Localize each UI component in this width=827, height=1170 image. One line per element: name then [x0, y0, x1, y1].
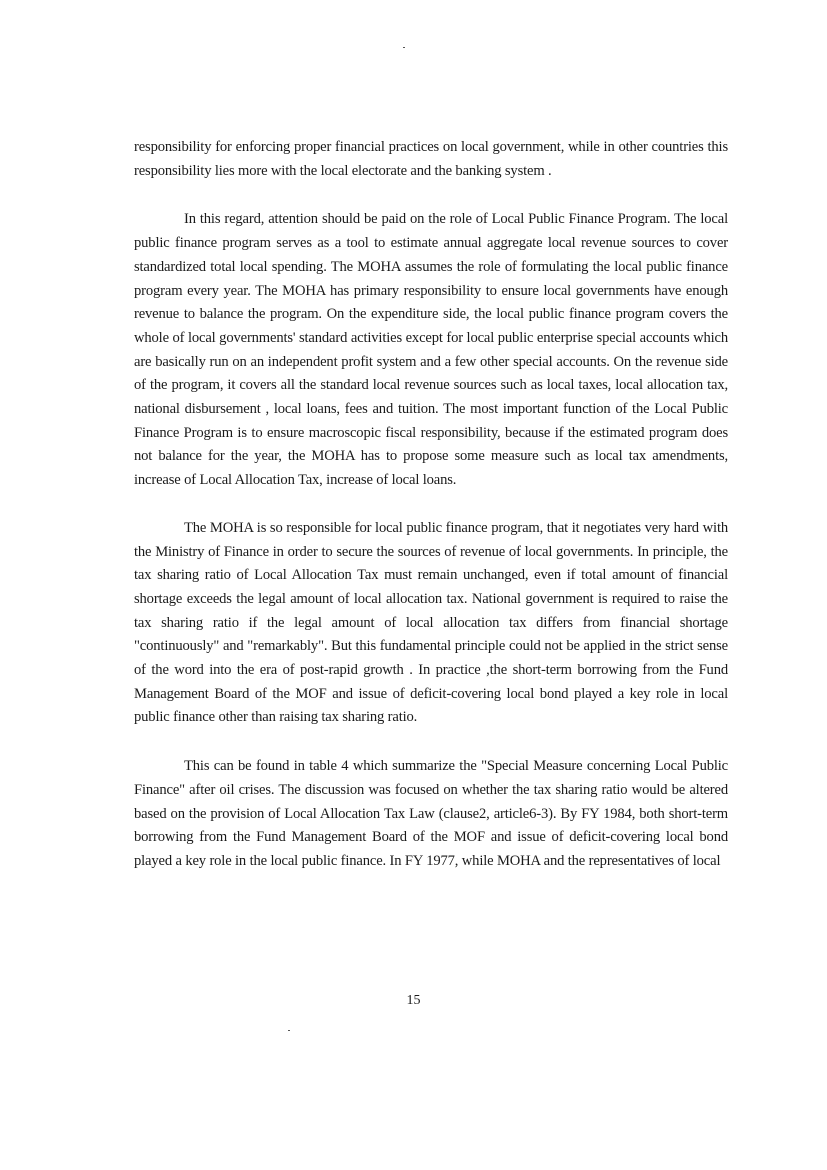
paragraph-continued: responsibility for enforcing proper financial practices on local government, while in other countries this responsibility lies more with the local electorate and the banking system . — [134, 139, 728, 179]
paragraph: This can be found in table 4 which summarize the "Special Measure concerning Local Public Finance" after oil crises. The discussion was focused on whether the tax sharing ratio would be altered based on the provision of Local Allocation Tax Law (clause2, article6-3). By FY 1984, both short-term borrowing from the Fund Management Board of the MOF and issue of deficit-covering local bond played a key role in the local public finance. In FY 1977, while MOHA and the representatives of local — [134, 758, 728, 869]
paragraph: In this regard, attention should be paid on the role of Local Public Finance Program. The local public finance program serves as a tool to estimate annual aggregate local revenue sources to cover standardized total local spending. The MOHA assumes the role of formulating the local public finance program every year. The MOHA has primary responsibility to ensure local governments have enough revenue to balance the program. On the expenditure side, the local public finance program covers the whole of local governments' standard activities except for local public enterprise special accounts which are basically run on an independent profit system and a few other special accounts. On the revenue side of the program, it covers all the standard local revenue sources such as local taxes, local allocation tax, national disbursement , local loans, fees and tuition. The most important function of the Local Public Finance Program is to ensure macroscopic fiscal responsibility, because if the estimated program does not balance for the year, the MOHA has to propose some measure such as local tax amendments, increase of Local Allocation Tax, increase of local loans. — [134, 211, 728, 489]
paragraph: The MOHA is so responsible for local public finance program, that it negotiates very hard with the Ministry of Finance in order to secure the sources of revenue of local governments. In principle, the tax sharing ratio of Local Allocation Tax must remain unchanged, even if total amount of financial shortage exceeds the legal amount of local allocation tax. National government is required to raise the tax sharing ratio if the legal amount of local allocation tax differs from financial shortage "continuously" and "remarkably". But this fundamental principle could not be applied in the strict sense of the word into the era of post-rapid growth . In practice ,the short-term borrowing from the Fund Management Board of the MOF and issue of deficit-covering local bond played a key role in local public finance other than raising tax sharing ratio. — [134, 519, 728, 726]
scan-speck — [288, 1030, 290, 1031]
page-number: 15 — [406, 993, 421, 1008]
document-body — [134, 136, 728, 874]
scan-speck — [403, 47, 405, 48]
